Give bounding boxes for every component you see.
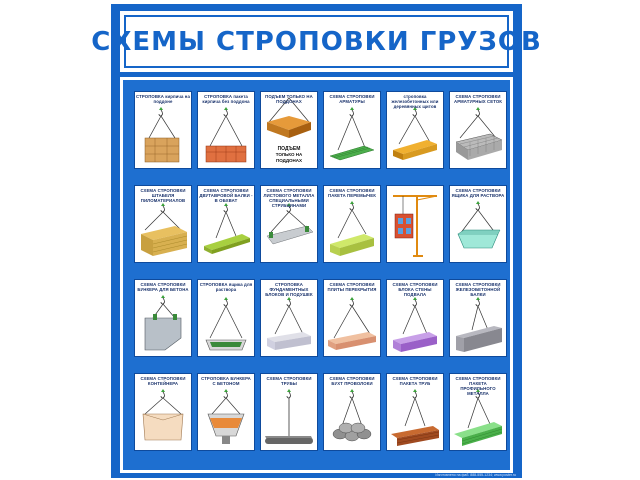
rigging-card xyxy=(134,279,192,357)
rigging-card xyxy=(197,373,255,451)
rigging-card xyxy=(386,185,444,263)
card-caption: СХЕМА СТРОПОВКИ ЖЕЛЕЗОБЕТОННОЙ БАЛКИ xyxy=(455,282,501,297)
card-caption: СХЕМА СТРОПОВКИ БЛОКА СТЕНЫ ПОДВАЛА xyxy=(392,282,438,297)
card-caption: СХЕМА СТРОПОВКИ КОНТЕЙНЕРА xyxy=(140,376,186,386)
rigging-card xyxy=(260,373,318,451)
card-caption: СТРОПОВКА пакета кирпича без поддона xyxy=(202,94,250,104)
rigging-card xyxy=(134,91,192,169)
card-caption: СХЕМА СТРОПОВКИ АРМАТУРНЫХ СЕТОК xyxy=(454,94,502,104)
card-caption: стропoвка железобетонных или деревянных щитов xyxy=(391,94,439,109)
rigging-card xyxy=(449,279,507,357)
rigging-card xyxy=(260,279,318,357)
rigging-card xyxy=(134,185,192,263)
rigging-card xyxy=(449,185,507,263)
rigging-card xyxy=(134,373,192,451)
rigging-card xyxy=(449,91,507,169)
card-caption: СХЕМА СТРОПОВКИ БУНКЕРА ДЛЯ БЕТОНА xyxy=(137,282,189,292)
title-box xyxy=(91,11,542,72)
card-caption: ПОДЪЕМ ТОЛЬКО НА ПОДДОНАХ xyxy=(265,94,313,104)
card-caption: СХЕМА СТРОПОВКИ АРМАТУРЫ xyxy=(329,94,375,104)
card-caption: СХЕМА СТРОПОВКИ ЯЩИКА ДЛЯ РАСТВОРА xyxy=(451,188,505,198)
card-caption: СХЕМА СТРОПОВКИ ПАКЕТА ПРОФИЛЬНОГО МЕТАЛЛА xyxy=(455,376,501,396)
card-caption: СХЕМА СТРОПОВКИ ПАКЕТА ПЕРЕМЫЧЕК xyxy=(328,188,376,198)
rigging-card xyxy=(386,91,444,169)
rigging-card xyxy=(197,91,255,169)
poster-title: СХЕМЫ СТРОПОВКИ ГРУЗОВ xyxy=(91,26,542,57)
rigging-card xyxy=(323,91,381,169)
card-caption: СХЕМА СТРОПОВКИ ЛИСТОВОГО МЕТАЛЛА СПЕЦИАЛЬНЫМИ СТРУБЦИНАМИ xyxy=(263,188,315,208)
svg-text:ПОДЪЕМ: ПОДЪЕМ xyxy=(277,146,301,152)
card-caption: СТРОПОВКА ящика для раствора xyxy=(199,282,253,292)
rigging-card xyxy=(323,373,381,451)
diagram-grid xyxy=(123,80,510,470)
card-caption: СХЕМА СТРОПОВКИ ПАКЕТА ТРУБ xyxy=(392,376,438,386)
rigging-card xyxy=(260,185,318,263)
card-caption: СХЕМА СТРОПОВКИ ТРУБЫ xyxy=(266,376,312,386)
card-caption: СТРОПОВКА БУНКЕРА С БЕТОНОМ xyxy=(201,376,251,386)
rigging-card xyxy=(260,91,318,169)
card-caption: СХЕМА СТРОПОВКИ ШТАБЕЛЯ ПИЛОМАТЕРИАЛОВ xyxy=(140,188,186,203)
rigging-card xyxy=(386,279,444,357)
card-caption: СХЕМА СТРОПОВКИ ДВУТАВРОВОЙ БАЛКИ - В ОБХВАТ xyxy=(199,188,253,203)
crane-panel-icon xyxy=(387,186,443,262)
card-caption: СХЕМА СТРОПОВКИ БУХТ ПРОВОЛОКИ xyxy=(329,376,375,386)
rigging-card xyxy=(323,279,381,357)
poster xyxy=(91,4,542,478)
rigging-card xyxy=(197,185,255,263)
svg-text:ПОДДОНАХ: ПОДДОНАХ xyxy=(275,158,303,163)
card-caption: СТРОПОВКА кирпича на поддоне xyxy=(136,94,190,104)
card-caption: СТРОПОВКА ФУНДАМЕНТНЫХ БЛОКОВ И ПОДУШЕК xyxy=(265,282,313,297)
diagram-panel xyxy=(120,77,513,473)
rigging-card xyxy=(323,185,381,263)
svg-text:ТОЛЬКО НА: ТОЛЬКО НА xyxy=(275,152,303,157)
rigging-card xyxy=(197,279,255,357)
footer-note: Изготовлено на фаб. 888-555-1234; www.poster.ru xyxy=(435,473,516,477)
rigging-card xyxy=(386,373,444,451)
card-caption: СХЕМА СТРОПОВКИ ПЛИТЫ ПЕРЕКРЫТИЯ xyxy=(327,282,377,292)
rigging-card xyxy=(449,373,507,451)
